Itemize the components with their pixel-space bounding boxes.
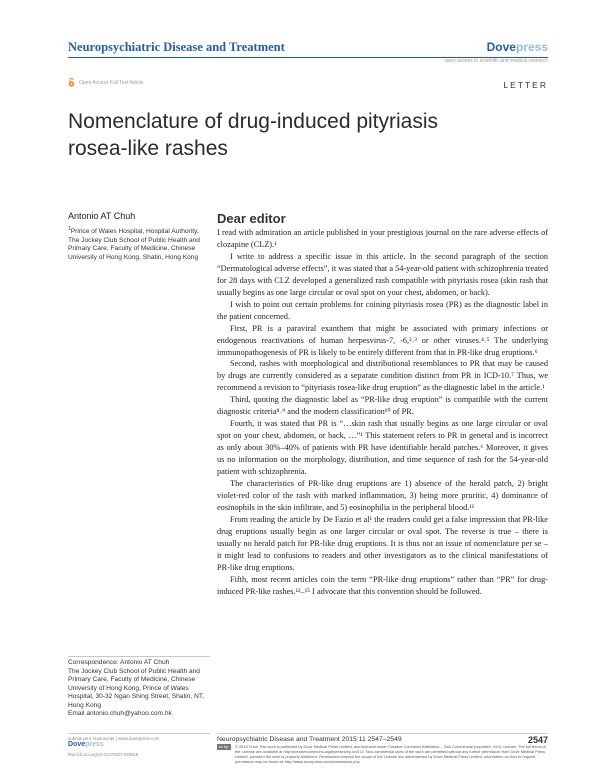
paragraph: Third, quoting the diagnostic label as “PR-like drug eruption” is compatible with the current diagnostic criteria⁸˒⁹ and the modern classification¹⁰ of PR. <box>217 395 548 417</box>
paragraph: Second, rashes with morphological and distributional resemblances to PR that may be caused by drugs are currently considered as a separate condition distinct from PR in ICD-10.⁷ Thus, we recommend a revision to “pityriasis rosea-like drug eruption” as the diagnostic label in the article.¹ <box>217 359 548 393</box>
paragraph: First, PR is a paraviral exanthem that might be associated with primary infections or endogenous reactivations of human herpesvirus-7, -6,²˒³ or other viruses.⁴˒⁵ The underlying immunopathogenesis of PR is likely to be entirely different from that in PR-like drug eruptions.⁶ <box>217 323 548 357</box>
dovepress-logo[interactable] <box>487 40 548 54</box>
paragraph: I wish to point out certain problems for coining pityriasis rosea (PR) as the diagnostic label in the patient concerned. <box>217 299 548 321</box>
paragraph: The characteristics of PR-like drug eruptions are 1) absence of the herald patch, 2) bright violet-red color of the rash with marked inflammation, 3) being more pruritic, 4) dominance of eosinophils in the skin infiltrate, and 5) eosinophilia in the peripheral blood.¹¹ <box>217 479 548 512</box>
doi-link[interactable]: http://dx.doi.org/10.2147/NDT.S93518 <box>68 752 139 757</box>
brand-bold: Dove <box>486 40 516 54</box>
open-access-label <box>68 78 143 87</box>
correspondence-address: The Jockey Club School of Public Health and Primary Care, Faculty of Medicine, Chinese University of Hong Kong, Prince of Wales Hospital, 30-32 Ngan Shing Street, Shatin, NT, Hong Kong <box>68 667 204 709</box>
publisher-tagline: open access to scientific and medical research <box>444 58 548 64</box>
license-notice <box>217 744 548 764</box>
author-affiliation <box>68 225 208 262</box>
submit-manuscript-link[interactable]: submit your manuscript | www.dovepress.com <box>68 733 210 741</box>
letter-body <box>217 227 548 598</box>
article-type: LETTER <box>503 80 548 90</box>
open-access-text: Open Access Full Text Article <box>79 79 144 86</box>
journal-name[interactable]: Neuropsychiatric Disease and Treatment <box>68 40 285 54</box>
paragraph: I read with admiration an article published in your prestigious journal on the rare adverse effects of clozapine (CLZ).¹ <box>217 228 548 249</box>
footer-dovepress-logo[interactable] <box>68 741 104 748</box>
affiliation-text: Prince of Wales Hospital, Hospital Authority, The Jockey Club School of Public Health and Primary Care, Faculty of Medicine, Chinese University of Hong Kong, Shatin, Hong Kong <box>68 228 200 261</box>
open-access-lock-icon <box>68 78 75 87</box>
paragraph: Fourth, it was stated that PR is “…skin rash that usually begins as one large circular or oval spot on your chest, abdomen, or back, …”¹ This statement refers to PR in general and is incorrect as only about 30%–40% of patients with PR have identifiable herald patches.⁶ Moreover, it gives us no information on the morphology, distribution, and time sequence of rash for the 54-year-old patient with schizophrenia. <box>217 419 548 477</box>
page-number: 2547 <box>527 735 548 745</box>
author-name: Antonio AT Chuh <box>68 211 136 221</box>
correspondence-label: Correspondence: Antonio AT Chuh <box>68 659 170 666</box>
license-text: © 2015 Chuh This work is published by Dove Medical Press Limited, and licensed under Creative Commons Attribution – Non Commercial (unported, v3.0) License. The full terms of the License are available at http://creativecommons.org/licenses/by-nc/3.0/. Non-commercial uses of the work are permitted without any further permission from Dove Medical Press Limited, provided the work is properly attributed. Permissions beyond the scope of the License are administered by Dove Medical Press Limited. Information on how to request permission may be found at: http://www.dovepress.com/permissions.php <box>235 744 546 764</box>
correspondence-email[interactable]: Email antonio.chuh@yahoo.com.hk <box>68 710 172 717</box>
affiliation-mark: 1 <box>68 226 71 232</box>
footer-brand-bold: Dove <box>68 741 86 748</box>
article-title: Nomenclature of drug-induced pityriasis rosea-like rashes <box>68 110 439 161</box>
salutation-heading: Dear editor <box>217 211 286 226</box>
paragraph: Fifth, most recent articles coin the term “PR-like drug eruptions” rather than “PR” for drug-induced PR-like rashes.¹²–¹⁵ I advocate that this convention should be followed. <box>217 574 548 596</box>
journal-citation: Neuropsychiatric Disease and Treatment 2015:11 2547–2549 <box>217 733 548 743</box>
correspondence-block <box>68 656 210 719</box>
paragraph: From reading the article by De Fazio et al¹ the readers could get a false impression that PR-like drug eruptions usually begin as one larger circular or oval spot. The reverse is true – there is usually no herald patch for PR-like drug eruptions. It is thus not an issue of nomenclature per se – it might lead to confusions to readers and other investigators as to the clinical manifestations of PR-like drug eruptions. <box>217 514 548 572</box>
footer-brand-light: press <box>85 741 104 748</box>
brand-light: press <box>515 40 548 54</box>
cc-license-icon[interactable]: cc by-nc <box>218 744 230 755</box>
paragraph: I write to address a specific issue in this article. In the second paragraph of the section “Dermatological adverse effects”, it was stated that a 54-year-old patient with schizophrenia treated for 28 days with CLZ developed a generalized rash compatible with pityriasis rosea (skin rash that usually begins as one large circular or oval spot on your chest, abdomen, or back). <box>217 251 548 297</box>
